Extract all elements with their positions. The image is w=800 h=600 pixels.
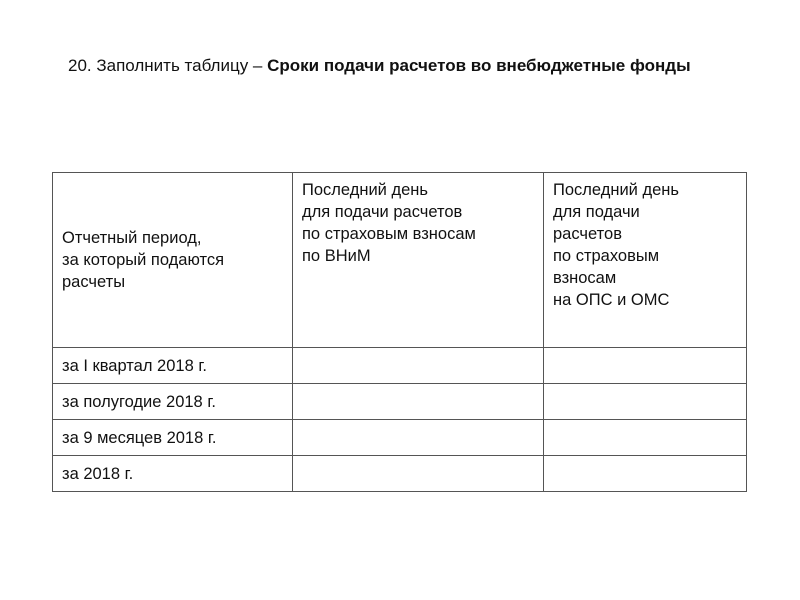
header-ops-oms-deadline: Последний день для подачи расчетов по страховым взносам на ОПС и ОМС — [544, 173, 747, 348]
vnim-deadline-cell[interactable] — [293, 384, 544, 420]
ops-oms-deadline-cell[interactable] — [544, 420, 747, 456]
period-cell: за I квартал 2018 г. — [53, 348, 293, 384]
table-row — [53, 348, 747, 384]
period-cell: за 9 месяцев 2018 г. — [53, 420, 293, 456]
task-title-bold: Сроки подачи расчетов во внебюджетные фонды — [267, 56, 691, 75]
header-reporting-period: Отчетный период, за который подаются расчеты — [53, 173, 293, 348]
vnim-deadline-cell[interactable] — [293, 348, 544, 384]
vnim-deadline-cell[interactable] — [293, 456, 544, 492]
table-row — [53, 384, 747, 420]
table-row — [53, 456, 747, 492]
deadlines-table — [52, 172, 747, 492]
period-cell: за полугодие 2018 г. — [53, 384, 293, 420]
ops-oms-deadline-cell[interactable] — [544, 348, 747, 384]
task-title — [68, 55, 748, 77]
ops-oms-deadline-cell[interactable] — [544, 384, 747, 420]
vnim-deadline-cell[interactable] — [293, 420, 544, 456]
header-vnim-deadline: Последний день для подачи расчетов по страховым взносам по ВНиМ — [293, 173, 544, 348]
table-row — [53, 420, 747, 456]
task-title-prefix: 20. Заполнить таблицу – — [68, 56, 268, 75]
period-cell: за 2018 г. — [53, 456, 293, 492]
ops-oms-deadline-cell[interactable] — [544, 456, 747, 492]
table-header-row — [53, 173, 747, 348]
